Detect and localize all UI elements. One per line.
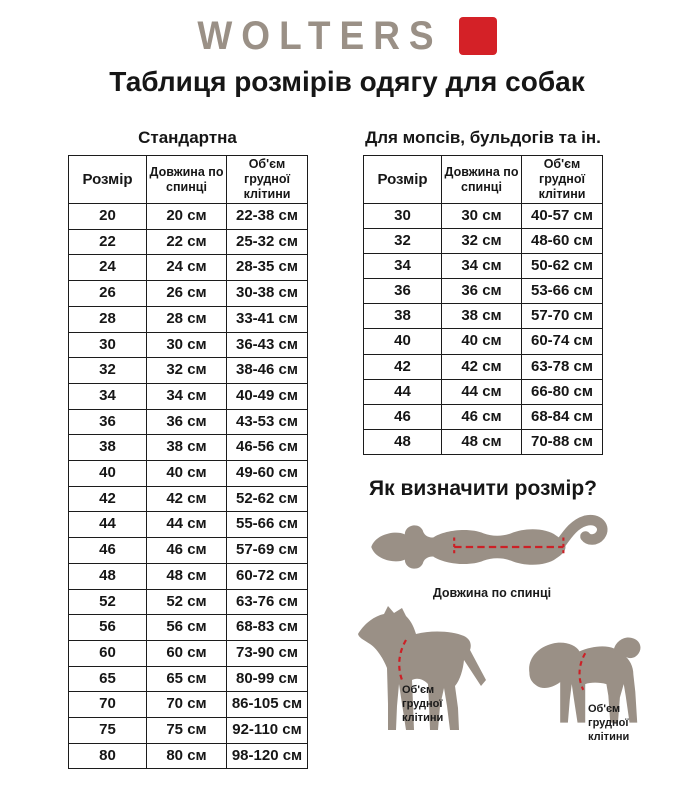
table-cell: 36 bbox=[69, 409, 147, 435]
table-cell: 52 bbox=[69, 589, 147, 615]
table-cell: 48 bbox=[364, 429, 442, 454]
table-cell: 70-88 см bbox=[522, 429, 603, 454]
table-row bbox=[364, 254, 603, 279]
table-cell: 80 bbox=[69, 743, 147, 769]
table-row bbox=[69, 435, 308, 461]
table-row bbox=[69, 666, 308, 692]
table-cell: 20 см bbox=[147, 204, 227, 230]
table-cell: 26 bbox=[69, 281, 147, 307]
table-cell: 40 bbox=[69, 461, 147, 487]
table-row bbox=[69, 204, 308, 230]
table-cell: 50-62 см bbox=[522, 254, 603, 279]
table-row bbox=[69, 640, 308, 666]
table-cell: 80 см bbox=[147, 743, 227, 769]
table-cell: 30 bbox=[69, 332, 147, 358]
table-cell: 22 см bbox=[147, 229, 227, 255]
table-cell: 70 см bbox=[147, 692, 227, 718]
table-cell: 46 см bbox=[147, 538, 227, 564]
table-cell: 63-76 см bbox=[227, 589, 308, 615]
table-cell: 36 bbox=[364, 279, 442, 304]
column-header-size: Розмір bbox=[69, 156, 147, 204]
table-cell: 46 bbox=[69, 538, 147, 564]
table-cell: 98-120 см bbox=[227, 743, 308, 769]
table-cell: 60 bbox=[69, 640, 147, 666]
table-cell: 46-56 см bbox=[227, 435, 308, 461]
table-cell: 28 bbox=[69, 306, 147, 332]
table-row bbox=[69, 383, 308, 409]
table-row bbox=[364, 379, 603, 404]
table-cell: 65 см bbox=[147, 666, 227, 692]
table-row bbox=[69, 306, 308, 332]
table-cell: 68-84 см bbox=[522, 404, 603, 429]
table-row bbox=[364, 354, 603, 379]
table-row bbox=[69, 332, 308, 358]
table-row bbox=[69, 692, 308, 718]
brand-logo-square-icon bbox=[459, 17, 497, 55]
table-row bbox=[69, 358, 308, 384]
standard-table-title: Стандартна bbox=[138, 128, 237, 147]
table-cell: 24 bbox=[69, 255, 147, 281]
table-row bbox=[69, 255, 308, 281]
table-cell: 44 bbox=[364, 379, 442, 404]
table-cell: 63-78 см bbox=[522, 354, 603, 379]
table-cell: 34 см bbox=[147, 383, 227, 409]
table-cell: 42 см bbox=[147, 486, 227, 512]
table-cell: 75 см bbox=[147, 718, 227, 744]
table-cell: 26 см bbox=[147, 281, 227, 307]
table-cell: 33-41 см bbox=[227, 306, 308, 332]
how-to-title: Як визначити розмір? bbox=[369, 477, 597, 500]
table-cell: 30 bbox=[364, 204, 442, 229]
table-cell: 46 bbox=[364, 404, 442, 429]
table-cell: 40 см bbox=[442, 329, 522, 354]
table-cell: 22-38 см bbox=[227, 204, 308, 230]
column-header-chest: Об'єм грудної клітини bbox=[522, 156, 603, 204]
table-row bbox=[69, 718, 308, 744]
table-cell: 34 bbox=[69, 383, 147, 409]
table-cell: 32 bbox=[364, 229, 442, 254]
dog-top-view-tail bbox=[561, 520, 602, 543]
table-cell: 55-66 см bbox=[227, 512, 308, 538]
table-cell: 34 bbox=[364, 254, 442, 279]
table-cell: 38 bbox=[69, 435, 147, 461]
table-cell: 24 см bbox=[147, 255, 227, 281]
table-cell: 36 см bbox=[147, 409, 227, 435]
table-cell: 30 см bbox=[442, 204, 522, 229]
table-cell: 32 см bbox=[442, 229, 522, 254]
table-cell: 52 см bbox=[147, 589, 227, 615]
table-cell: 75 bbox=[69, 718, 147, 744]
table-cell: 42 bbox=[69, 486, 147, 512]
table-cell: 38-46 см bbox=[227, 358, 308, 384]
table-row bbox=[364, 229, 603, 254]
table-cell: 38 bbox=[364, 304, 442, 329]
table-cell: 60 см bbox=[147, 640, 227, 666]
table-cell: 40-49 см bbox=[227, 383, 308, 409]
table-cell: 25-32 см bbox=[227, 229, 308, 255]
table-cell: 40 см bbox=[147, 461, 227, 487]
table-cell: 57-69 см bbox=[227, 538, 308, 564]
table-cell: 36 см bbox=[442, 279, 522, 304]
table-cell: 30-38 см bbox=[227, 281, 308, 307]
chest-label-dog: Об'єм грудної клітини bbox=[402, 684, 444, 724]
table-row bbox=[69, 512, 308, 538]
table-row bbox=[364, 204, 603, 229]
table-cell: 53-66 см bbox=[522, 279, 603, 304]
table-cell: 42 bbox=[364, 354, 442, 379]
table-header-row bbox=[364, 156, 603, 204]
table-cell: 66-80 см bbox=[522, 379, 603, 404]
column-header-back-length: Довжина по спинці bbox=[147, 156, 227, 204]
table-cell: 20 bbox=[69, 204, 147, 230]
brand-header bbox=[0, 12, 694, 60]
table-header-row bbox=[69, 156, 308, 204]
table-cell: 49-60 см bbox=[227, 461, 308, 487]
pugs-table-title: Для мопсів, бульдогів та ін. bbox=[365, 128, 601, 147]
table-row bbox=[364, 279, 603, 304]
table-cell: 42 см bbox=[442, 354, 522, 379]
table-row bbox=[69, 461, 308, 487]
table-cell: 40 bbox=[364, 329, 442, 354]
table-cell: 44 см bbox=[147, 512, 227, 538]
table-row bbox=[69, 589, 308, 615]
table-cell: 86-105 см bbox=[227, 692, 308, 718]
standard-size-table bbox=[68, 155, 308, 769]
back-length-label: Довжина по спинці bbox=[432, 586, 552, 600]
table-row bbox=[69, 281, 308, 307]
table-cell: 57-70 см bbox=[522, 304, 603, 329]
table-cell: 92-110 см bbox=[227, 718, 308, 744]
table-row bbox=[69, 409, 308, 435]
table-row bbox=[364, 429, 603, 454]
table-row bbox=[69, 486, 308, 512]
table-row bbox=[69, 229, 308, 255]
table-cell: 68-83 см bbox=[227, 615, 308, 641]
table-cell: 60-72 см bbox=[227, 563, 308, 589]
table-cell: 28 см bbox=[147, 306, 227, 332]
table-row bbox=[364, 329, 603, 354]
table-cell: 60-74 см bbox=[522, 329, 603, 354]
table-cell: 73-90 см bbox=[227, 640, 308, 666]
table-cell: 38 см bbox=[442, 304, 522, 329]
table-cell: 43-53 см bbox=[227, 409, 308, 435]
table-cell: 32 см bbox=[147, 358, 227, 384]
chest-label-pug: Об'єм грудної клітини bbox=[588, 703, 630, 743]
page-title: Таблиця розмірів одягу для собак bbox=[109, 66, 585, 97]
pugs-size-table bbox=[363, 155, 603, 455]
table-row bbox=[69, 538, 308, 564]
table-row bbox=[69, 743, 308, 769]
table-cell: 44 см bbox=[442, 379, 522, 404]
table-row bbox=[364, 404, 603, 429]
table-cell: 52-62 см bbox=[227, 486, 308, 512]
table-cell: 65 bbox=[69, 666, 147, 692]
table-cell: 22 bbox=[69, 229, 147, 255]
table-cell: 48 см bbox=[442, 429, 522, 454]
table-cell: 30 см bbox=[147, 332, 227, 358]
column-header-back-length: Довжина по спинці bbox=[442, 156, 522, 204]
table-cell: 44 bbox=[69, 512, 147, 538]
table-cell: 80-99 см bbox=[227, 666, 308, 692]
table-cell: 48 bbox=[69, 563, 147, 589]
table-cell: 48 см bbox=[147, 563, 227, 589]
table-row bbox=[364, 304, 603, 329]
table-cell: 56 bbox=[69, 615, 147, 641]
table-row bbox=[69, 615, 308, 641]
column-header-chest: Об'єм грудної клітини bbox=[227, 156, 308, 204]
table-cell: 40-57 см bbox=[522, 204, 603, 229]
table-cell: 46 см bbox=[442, 404, 522, 429]
brand-logo-text: WOLTERS bbox=[197, 13, 443, 58]
table-cell: 34 см bbox=[442, 254, 522, 279]
table-cell: 56 см bbox=[147, 615, 227, 641]
column-header-size: Розмір bbox=[364, 156, 442, 204]
table-cell: 36-43 см bbox=[227, 332, 308, 358]
table-cell: 28-35 см bbox=[227, 255, 308, 281]
table-cell: 70 bbox=[69, 692, 147, 718]
dog-top-view-figure bbox=[366, 508, 618, 586]
table-cell: 32 bbox=[69, 358, 147, 384]
table-row bbox=[69, 563, 308, 589]
table-cell: 38 см bbox=[147, 435, 227, 461]
table-cell: 48-60 см bbox=[522, 229, 603, 254]
